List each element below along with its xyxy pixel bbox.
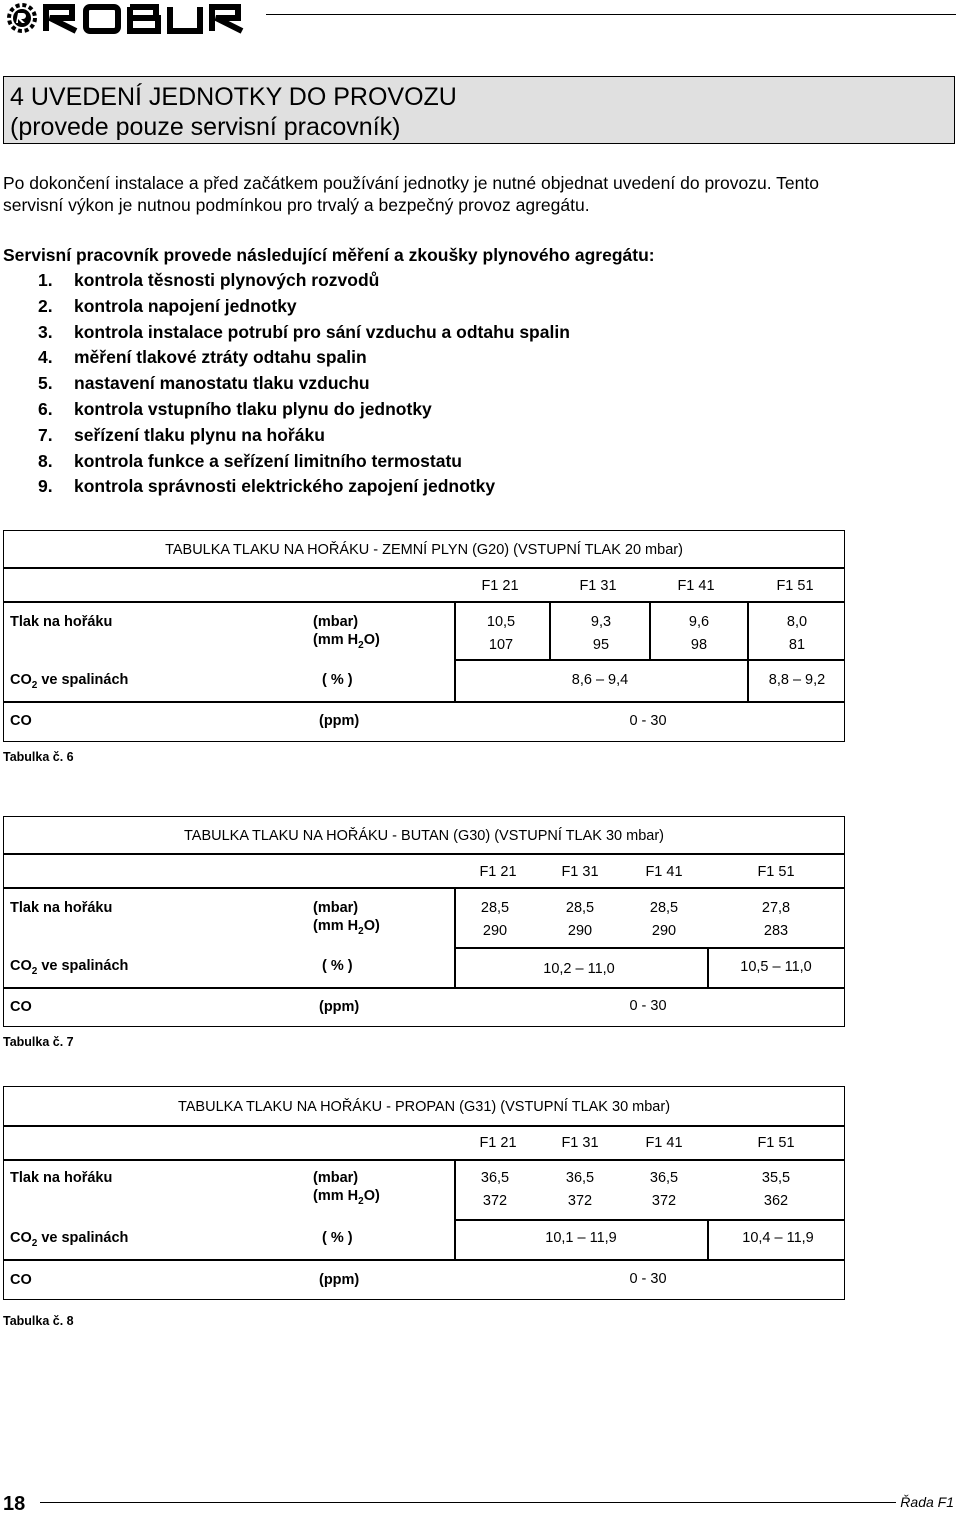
table-caption: Tabulka č. 8 — [3, 1314, 74, 1328]
model-header: F1 51 — [757, 1135, 795, 1151]
pressure-table-g31 — [3, 1086, 845, 1300]
unit-mbar: (mbar) — [313, 900, 359, 916]
pressure-label: Tlak na hořáku — [10, 1170, 113, 1186]
intro-line-2: servisní výkon je nutnou podmínkou pro trvalý a bezpečný provoz agregátu. — [3, 195, 590, 215]
mbar-value: 35,5 — [761, 1170, 791, 1186]
model-header: F1 31 — [579, 578, 617, 594]
list-item: 2. kontrola napojení jednotky — [38, 295, 297, 316]
mbar-value: 28,5 — [480, 900, 510, 916]
mmh2o-value: 98 — [690, 637, 708, 653]
co-label: CO — [10, 999, 32, 1015]
co2-range: 10,4 – 11,9 — [742, 1230, 814, 1246]
model-header: F1 41 — [677, 578, 715, 594]
pressure-table-g20 — [3, 530, 845, 742]
mmh2o-value: 372 — [651, 1193, 677, 1209]
series-label: Řada F1 — [896, 1494, 954, 1510]
section-title: 4 UVEDENÍ JEDNOTKY DO PROVOZU — [10, 83, 457, 111]
list-item: 3. kontrola instalace potrubí pro sání vzduchu a odtahu spalin — [38, 321, 570, 342]
model-header: F1 41 — [645, 864, 683, 880]
mbar-value: 36,5 — [649, 1170, 679, 1186]
pressure-label: Tlak na hořáku — [10, 900, 113, 916]
model-header: F1 51 — [757, 864, 795, 880]
section-heading — [3, 76, 955, 144]
list-item: 8. kontrola funkce a seřízení limitního termostatu — [38, 450, 462, 471]
table-caption: Tabulka č. 6 — [3, 750, 74, 764]
co2-range: 8,8 – 9,2 — [768, 672, 826, 688]
mmh2o-value: 290 — [567, 923, 593, 939]
footer-rule — [40, 1502, 900, 1503]
model-header: F1 41 — [645, 1135, 683, 1151]
co2-unit: ( % ) — [322, 1230, 353, 1246]
pressure-table-g30 — [3, 816, 845, 1027]
table-title: TABULKA TLAKU NA HOŘÁKU - BUTAN (G30) (VSTUPNÍ TLAK 30 mbar) — [184, 828, 664, 844]
mbar-value: 28,5 — [649, 900, 679, 916]
co-value: 0 - 30 — [629, 1271, 667, 1287]
list-item: 7. seřízení tlaku plynu na hořáku — [38, 424, 325, 445]
mbar-value: 28,5 — [565, 900, 595, 916]
checks-list — [38, 268, 570, 500]
robur-logo — [6, 2, 260, 34]
co-value: 0 - 30 — [629, 713, 667, 729]
co2-label: $CO_2$ ve spalinách — [10, 1230, 129, 1249]
mbar-value: 9,3 — [590, 614, 612, 630]
mbar-value: 9,6 — [688, 614, 710, 630]
co2-unit: ( % ) — [322, 672, 353, 688]
model-header: F1 31 — [561, 1135, 599, 1151]
co-unit: (ppm) — [319, 1272, 360, 1288]
gear-icon — [9, 5, 35, 31]
mbar-value: 36,5 — [565, 1170, 595, 1186]
mmh2o-value: 290 — [651, 923, 677, 939]
mbar-value: 36,5 — [480, 1170, 510, 1186]
co2-label: $CO_2$ ve spalinách — [10, 958, 129, 977]
mmh2o-value: 372 — [567, 1193, 593, 1209]
model-header: F1 21 — [479, 864, 517, 880]
co2-unit: ( % ) — [322, 958, 353, 974]
mmh2o-value: 362 — [763, 1193, 789, 1209]
section-subtitle: (provede pouze servisní pracovník) — [10, 113, 401, 141]
co-unit: (ppm) — [319, 999, 360, 1015]
co-label: CO — [10, 1272, 32, 1288]
table-caption: Tabulka č. 7 — [3, 1035, 74, 1049]
unit-mbar: (mbar) — [313, 1170, 359, 1186]
co2-label: $CO_2$ ve spalinách — [10, 672, 129, 691]
mmh2o-value: 372 — [482, 1193, 508, 1209]
pressure-label: Tlak na hořáku — [10, 614, 113, 630]
page-number: 18 — [3, 1493, 29, 1516]
model-header: F1 31 — [561, 864, 599, 880]
unit-mmh2o: (mm $H_2O$) — [313, 1188, 380, 1207]
co-unit: (ppm) — [319, 713, 360, 729]
mmh2o-value: 81 — [788, 637, 806, 653]
svg-text:ROBUR: ROBUR — [6, 2, 10, 3]
table-title: TABULKA TLAKU NA HOŘÁKU - PROPAN (G31) (VSTUPNÍ TLAK 30 mbar) — [177, 1099, 671, 1115]
model-header: F1 21 — [481, 578, 519, 594]
co-value: 0 - 30 — [629, 998, 667, 1014]
mmh2o-value: 283 — [763, 923, 789, 939]
unit-mmh2o: (mm $H_2O$) — [313, 632, 380, 651]
model-header: F1 51 — [776, 578, 814, 594]
list-item: 6. kontrola vstupního tlaku plynu do jednotky — [38, 398, 432, 419]
mbar-value: 10,5 — [486, 614, 516, 630]
table-title: TABULKA TLAKU NA HOŘÁKU - ZEMNÍ PLYN (G20) (VSTUPNÍ TLAK 20 mbar) — [165, 542, 683, 558]
co2-range: 10,2 – 11,0 — [543, 961, 615, 977]
list-item: 9. kontrola správnosti elektrického zapojení jednotky — [38, 476, 496, 497]
list-item: 4. měření tlakové ztráty odtahu spalin — [38, 347, 367, 368]
header-rule — [266, 14, 956, 15]
list-item: 5. nastavení manostatu tlaku vzduchu — [38, 373, 370, 394]
mbar-value: 27,8 — [761, 900, 791, 916]
mbar-value: 8,0 — [786, 614, 808, 630]
service-intro: Servisní pracovník provede následující měření a zkoušky plynového agregátu: — [3, 245, 655, 265]
co2-range: 10,5 – 11,0 — [740, 959, 812, 975]
co2-range: 8,6 – 9,4 — [571, 672, 629, 688]
mmh2o-value: 290 — [482, 923, 508, 939]
mmh2o-value: 107 — [488, 637, 514, 653]
unit-mmh2o: (mm $H_2O$) — [313, 918, 380, 937]
co2-range: 10,1 – 11,9 — [545, 1230, 617, 1246]
co-label: CO — [10, 713, 32, 729]
intro-line-1: Po dokončení instalace a před začátkem používání jednotky je nutné objednat uvedení do provozu. Tento — [3, 173, 819, 193]
mmh2o-value: 95 — [592, 637, 610, 653]
model-header: F1 21 — [479, 1135, 517, 1151]
list-item: 1. kontrola těsnosti plynových rozvodů — [38, 270, 380, 290]
unit-mbar: (mbar) — [313, 614, 359, 630]
